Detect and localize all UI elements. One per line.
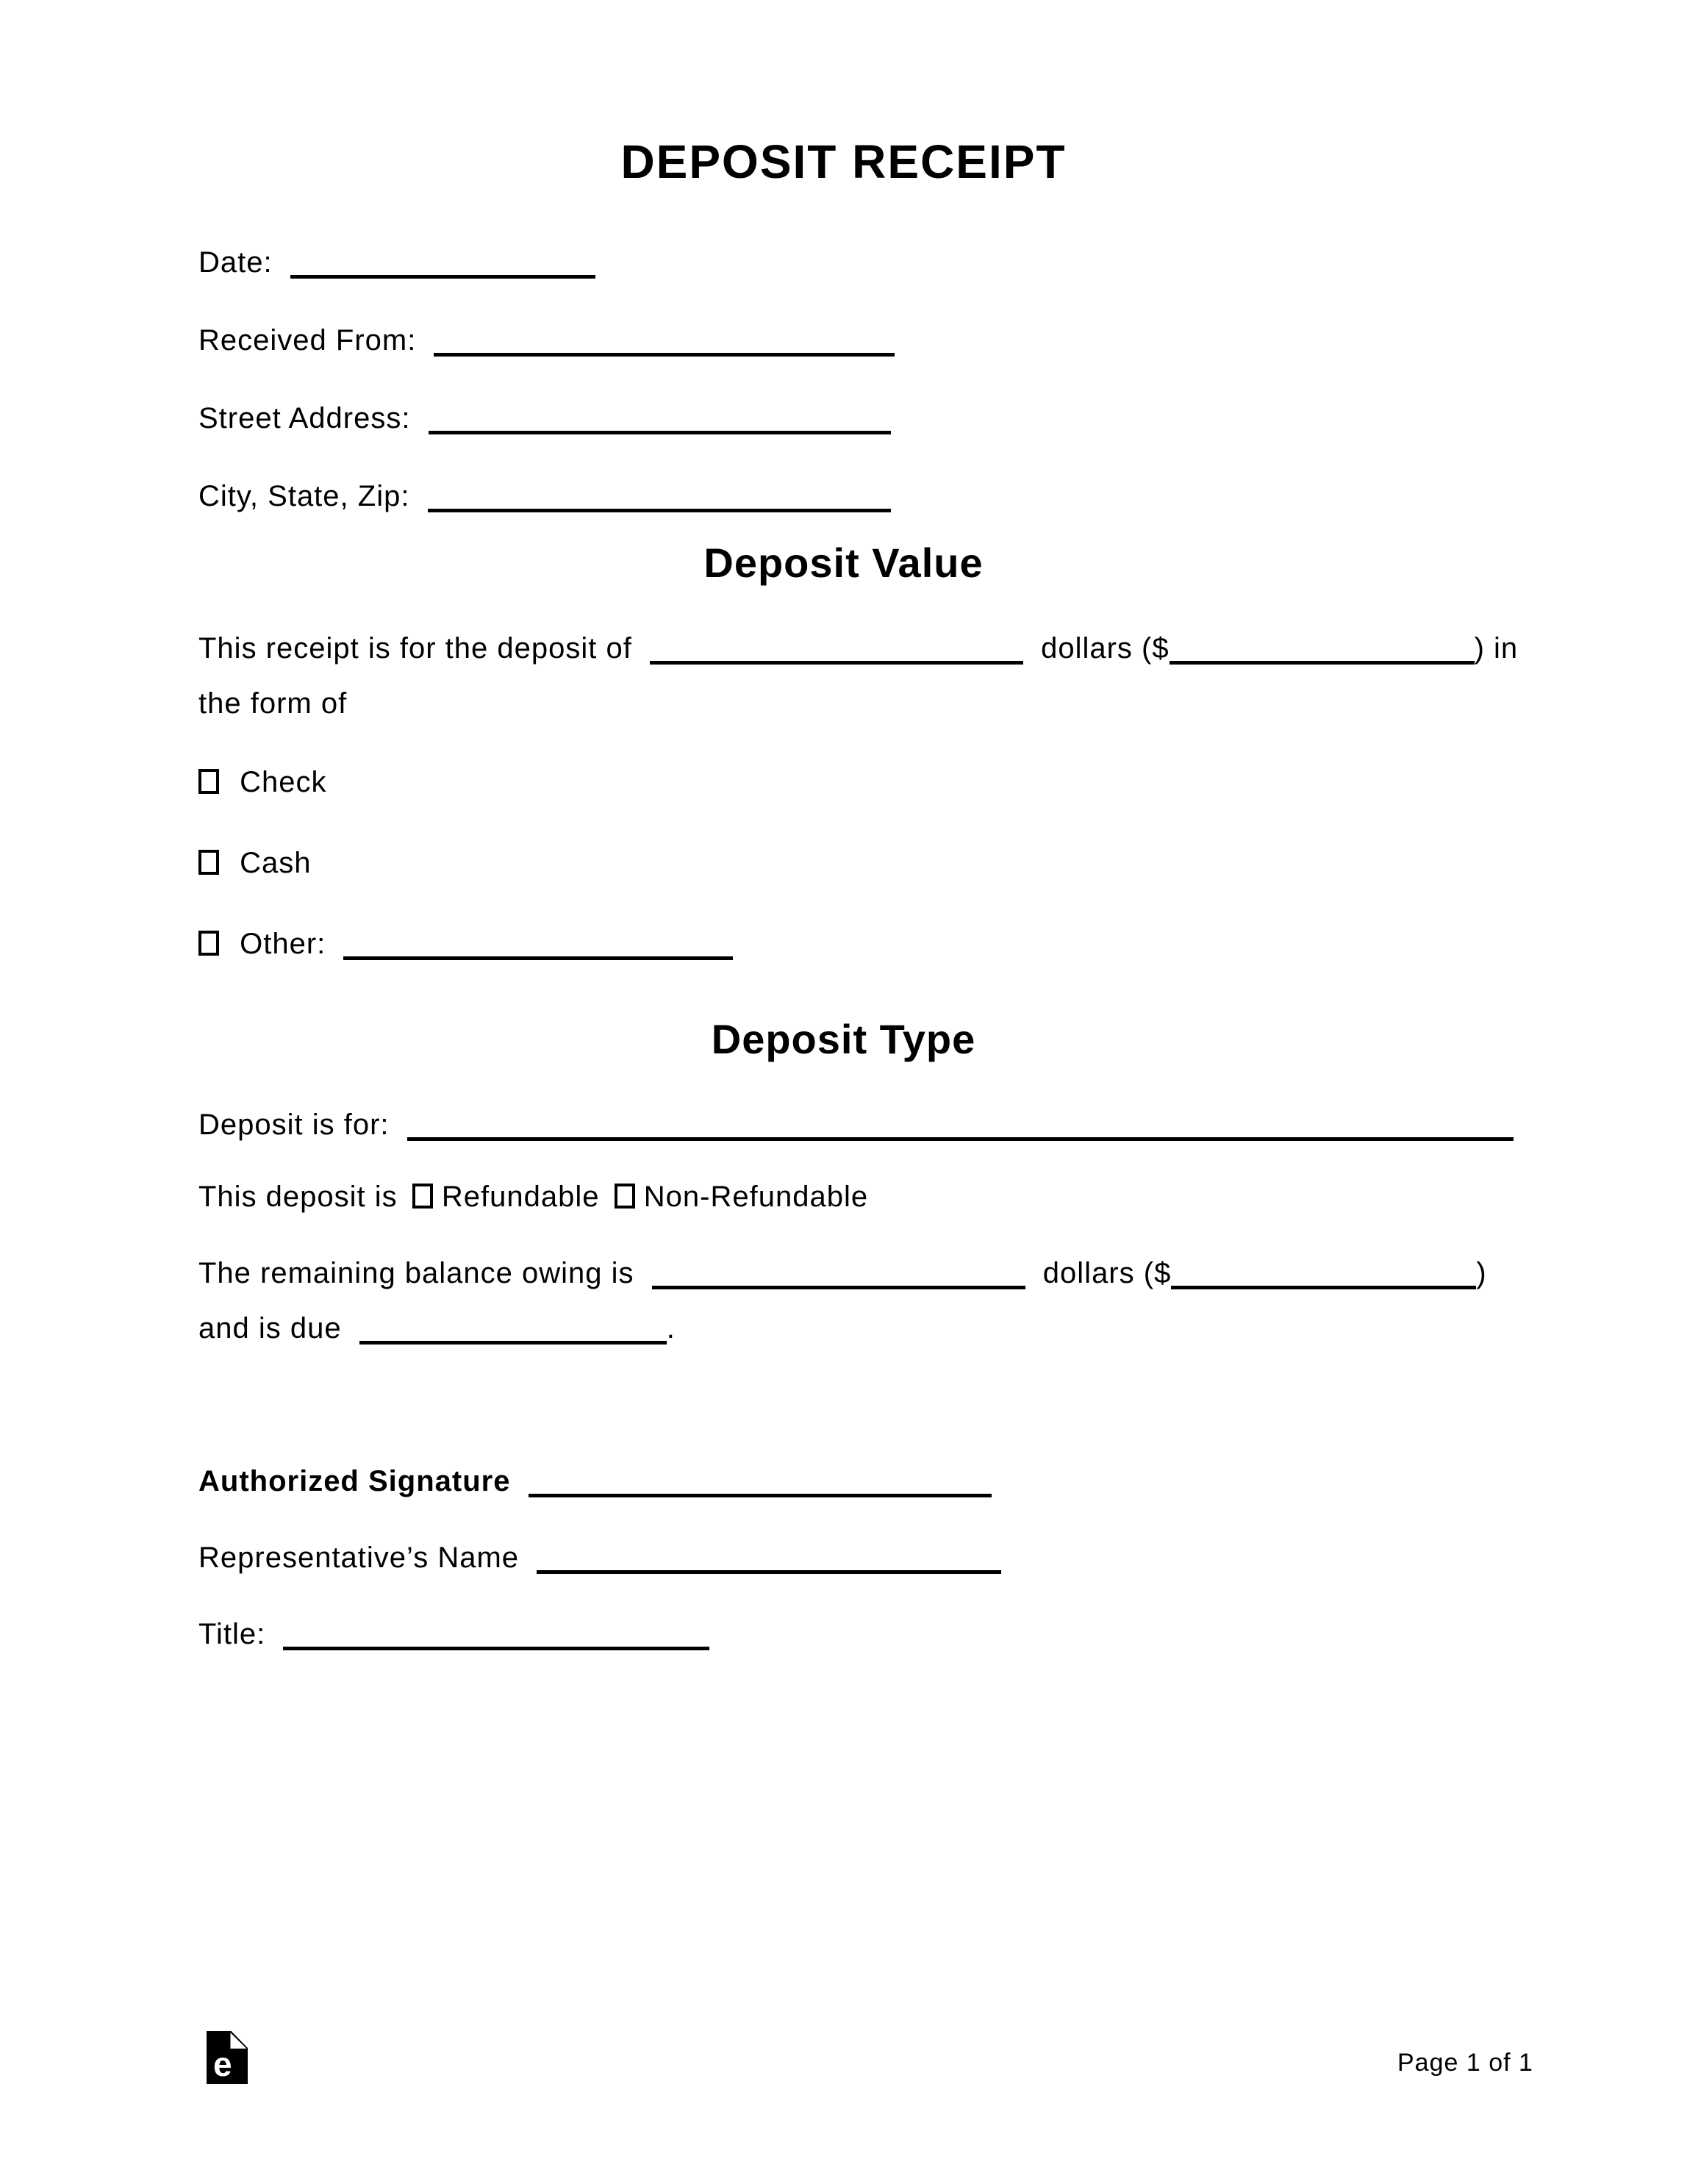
page-title: DEPOSIT RECEIPT [620, 135, 1067, 188]
authorized-signature-line[interactable] [529, 1494, 992, 1497]
deposit-type-heading: Deposit Type [711, 1016, 976, 1062]
balance-words-line[interactable] [652, 1286, 1025, 1289]
check-option-row [198, 767, 327, 797]
city-state-zip-label: City, State, Zip: [198, 480, 410, 512]
due-date-input-line[interactable] [359, 1341, 667, 1345]
due-date-row [198, 1314, 676, 1345]
balance-sentence-start: The remaining balance owing is [198, 1257, 634, 1289]
logo-letter: e [213, 2045, 232, 2083]
city-state-zip-input-line[interactable] [428, 509, 891, 512]
eforms-logo-icon [207, 2031, 248, 2084]
check-checkbox[interactable] [198, 769, 219, 794]
deposit-dollars-open: dollars ($ [1041, 632, 1170, 665]
other-label: Other: [240, 928, 326, 960]
received-from-label: Received From: [198, 324, 417, 357]
deposit-wrap-line: the form of [198, 687, 348, 720]
deposit-is-for-label: Deposit is for: [198, 1109, 390, 1141]
received-from-input-line[interactable] [434, 353, 895, 357]
deposit-value-heading: Deposit Value [703, 540, 984, 586]
city-state-zip-row [198, 481, 891, 512]
check-label: Check [240, 766, 327, 798]
deposit-amount-wrap-row [198, 689, 347, 718]
street-address-input-line[interactable] [429, 431, 891, 434]
deposit-amount-row [198, 634, 1518, 665]
deposit-close-in: ) in [1474, 632, 1519, 665]
refundable-label: Refundable [441, 1181, 600, 1213]
non-refundable-label: Non-Refundable [643, 1181, 869, 1213]
other-input-line[interactable] [343, 956, 733, 960]
cash-checkbox[interactable] [198, 850, 219, 875]
remaining-balance-row [198, 1259, 1487, 1289]
deposit-is-for-input-line[interactable] [407, 1137, 1514, 1141]
refundable-checkbox[interactable] [412, 1184, 433, 1209]
other-checkbox[interactable] [198, 931, 219, 956]
street-address-row [198, 404, 891, 434]
page-number: Page 1 of 1 [1397, 2049, 1533, 2077]
representative-name-label: Representative’s Name [198, 1542, 520, 1574]
balance-dollars-open: dollars ($ [1042, 1257, 1172, 1289]
balance-number-line[interactable] [1171, 1286, 1476, 1289]
representative-name-line[interactable] [537, 1570, 1001, 1574]
due-suffix: . [666, 1312, 676, 1345]
title-row [198, 1619, 709, 1650]
deposit-amount-number-line[interactable] [1170, 661, 1475, 665]
deposit-sentence-start: This receipt is for the deposit of [198, 632, 632, 665]
deposit-amount-words-line[interactable] [650, 661, 1023, 665]
title-input-line[interactable] [283, 1647, 709, 1650]
balance-close-paren: ) [1476, 1257, 1487, 1289]
due-prefix: and is due [198, 1312, 342, 1345]
authorized-signature-label: Authorized Signature [198, 1465, 511, 1497]
cash-label: Cash [240, 847, 312, 879]
authorized-signature-row [198, 1467, 992, 1497]
deposit-is-for-row [198, 1110, 1514, 1141]
other-option-row [198, 929, 733, 960]
title-label: Title: [198, 1618, 266, 1650]
date-input-line[interactable] [290, 275, 595, 279]
received-from-row [198, 326, 895, 357]
non-refundable-checkbox[interactable] [615, 1184, 635, 1209]
street-address-label: Street Address: [198, 402, 411, 434]
date-row [198, 248, 595, 279]
representative-name-row [198, 1543, 1001, 1574]
cash-option-row [198, 848, 312, 878]
refundable-row [198, 1182, 868, 1211]
refundable-prefix: This deposit is [198, 1181, 398, 1213]
date-label: Date: [198, 246, 273, 279]
